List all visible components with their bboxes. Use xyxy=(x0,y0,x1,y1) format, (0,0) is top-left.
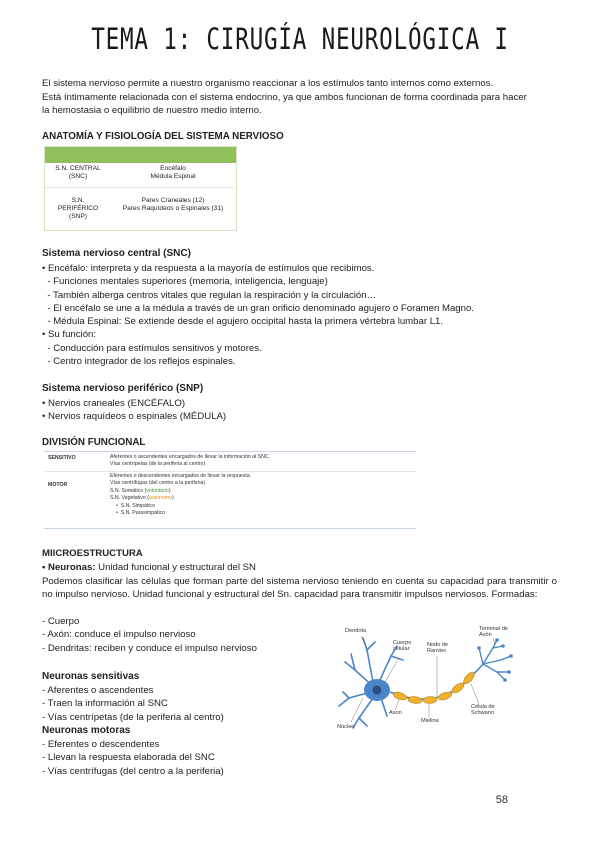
label-mielina: Mielina xyxy=(421,718,439,724)
list-item: • Nervios craneales (ENCÉFALO) xyxy=(42,398,186,409)
label-nucleo: Núcleo xyxy=(337,724,355,730)
list-item: - Médula Espinal: Se extiende desde el agujero occipital hasta la primera vértebra lumbar L1. xyxy=(42,316,444,328)
neuron-parts-list xyxy=(42,615,257,655)
snp-list xyxy=(42,397,226,424)
table-label-snc xyxy=(45,165,111,181)
table-content-snc xyxy=(111,165,235,181)
snc-list xyxy=(42,262,474,368)
division-divider xyxy=(44,471,416,472)
division-bullet: • S.N. Parasimpático xyxy=(116,510,166,517)
micro-heading: MIICROESTRUCTURA xyxy=(42,548,143,559)
list-item: • Su función: xyxy=(42,329,97,341)
label-line: celular xyxy=(393,646,410,653)
table-content-line: Pares Craneales (12) xyxy=(141,197,205,204)
intro-line: la hemostasia o equilibrio de nuestro medio interno. xyxy=(42,105,262,117)
sensory-heading: Neuronas sensitivas xyxy=(42,671,140,682)
table-content-line: Encéfalo xyxy=(160,165,186,172)
somatic-suffix: ) xyxy=(168,487,171,494)
list-item: - Vías centrípetas (de la periferia al centro) xyxy=(42,711,224,723)
intro-paragraph xyxy=(42,77,562,118)
division-line xyxy=(110,488,251,495)
list-item: - Aferentes o ascendentes xyxy=(42,685,154,696)
somatic-word: voluntario xyxy=(146,487,169,494)
list-item: • Nervios raquídeos o espinales (MÉDULA) xyxy=(42,411,227,423)
table-divider xyxy=(45,187,234,188)
table-content-snp xyxy=(111,197,235,213)
division-heading: DIVISIÓN FUNCIONAL xyxy=(42,437,146,448)
motor-list xyxy=(42,738,224,778)
table-content-line: Pares Raquídeos o Espinales (31) xyxy=(122,205,224,212)
intro-line: Está íntimamente relacionada con el sistema endocrino, ya que ambos funcionan de forma coordinada para hacer xyxy=(42,91,527,103)
division-table xyxy=(44,451,416,529)
myelin-icon xyxy=(392,671,476,705)
division-label-motor: MOTOR xyxy=(48,482,68,488)
table-label-line: S.N. CENTRAL xyxy=(55,165,101,172)
sensory-list xyxy=(42,684,224,724)
list-item: - El encéfalo se une a la médula a través de un gran orificio denominado agujero o Foramen Magno. xyxy=(42,302,474,314)
label-cuerpo-celular xyxy=(393,640,411,653)
vegetative-suffix: ) xyxy=(172,495,174,502)
division-motor-text xyxy=(110,473,251,517)
neuron-bold: • Neuronas: xyxy=(42,562,96,573)
list-item: - Funciones mentales superiores (memoria, inteligencia, lenguaje) xyxy=(42,276,328,288)
division-sensitive-text xyxy=(110,454,270,469)
nucleus-icon xyxy=(373,686,382,695)
division-line: Vías centrípetas (de la periferia al centro) xyxy=(110,461,206,468)
label-line: Terminal de xyxy=(479,626,508,632)
label-nodo-ranvier xyxy=(427,642,448,655)
list-item: • Encéfalo: interpreta y da respuesta a la mayoría de estímulos que recibimos. xyxy=(42,263,375,274)
table-label-line: S.N. xyxy=(71,197,85,204)
motor-heading: Neuronas motoras xyxy=(42,725,131,736)
list-item: - Vías centrífugas (del centro a la periferia) xyxy=(42,765,224,777)
table-label-line: (SNC) xyxy=(68,173,88,180)
intro-line: El sistema nervioso permite a nuestro organismo reaccionar a los estímulos tanto internos como externos. xyxy=(42,78,494,89)
snp-heading: Sistema nervioso periférico (SNP) xyxy=(42,383,204,394)
table-content-line: Médula Espinal xyxy=(150,173,196,180)
axon-terminal-icon xyxy=(479,640,511,680)
list-item: - Cuerpo xyxy=(42,616,80,627)
micro-paragraph: Podemos clasificar las células que forman parte del sistema nervioso teniendo en cuenta su capacidad para transmitir o no impulso nervioso. Unidad funcional y estructural del Sn. capacidad para transmitir impulsos nerviosos. Formadas: xyxy=(42,576,557,601)
list-item: - Centro integrador de los reflejos espinales. xyxy=(42,356,236,368)
label-dendrita: Dendrita xyxy=(345,628,367,634)
division-label-sensitive: SENSITIVO xyxy=(48,455,76,461)
division-line: Eferentes o descendentes encargados de llevar la respuesta. xyxy=(110,473,252,479)
label-celula-schwann xyxy=(471,704,495,717)
list-item: - Eferentes o descendentes xyxy=(42,739,160,750)
list-item: - Traen la información al SNC xyxy=(42,698,168,710)
label-terminal-axon xyxy=(479,626,508,639)
table-label-line: PERIFÉRICO xyxy=(57,205,99,212)
division-bullet: • S.N. Simpático xyxy=(116,502,156,509)
anatomy-heading: ANATOMÍA Y FISIOLOGÍA DEL SISTEMA NERVIOSO xyxy=(42,131,284,142)
label-line: Célula de xyxy=(471,704,495,710)
label-line: Axón xyxy=(479,632,492,639)
table-header-bar xyxy=(45,147,236,163)
division-bullet-text: S.N. Simpático xyxy=(120,502,156,509)
list-item: - También alberga centros vitales que regulan la respiración y la circulación… xyxy=(42,289,377,301)
division-line xyxy=(110,495,251,502)
list-item: - Dendritas: reciben y conduce el impulso nervioso xyxy=(42,642,257,654)
nervous-system-table xyxy=(44,146,237,231)
division-line: Aferentes o ascendentes encargados de llevar la información al SNC. xyxy=(110,454,271,460)
page-title: TEMA 1: CIRUGÍA NEUROLÓGICA I xyxy=(91,22,509,56)
list-item: - Axón: conduce el impulso nervioso xyxy=(42,629,196,641)
snc-heading: Sistema nervioso central (SNC) xyxy=(42,248,191,259)
label-line: Ranvier xyxy=(427,648,447,655)
neuron-definition xyxy=(42,561,256,574)
neuron-diagram xyxy=(333,626,525,736)
label-line: Nodo de xyxy=(427,642,449,648)
table-label-snp xyxy=(45,197,111,221)
label-line: Schwann xyxy=(471,710,495,717)
table-label-line: (SNP) xyxy=(69,213,87,220)
division-line: Vías centrífugas (del centro a la periferia) xyxy=(110,480,206,487)
somatic-prefix: S.N. Somático ( xyxy=(110,487,147,494)
label-axon: Axon xyxy=(389,710,402,716)
vegetative-prefix: S.N. Vegetativo ( xyxy=(110,495,149,502)
list-item: - Conducción para estímulos sensitivos y motores. xyxy=(42,342,262,354)
page-number: 58 xyxy=(495,794,508,806)
label-line: Cuerpo xyxy=(393,640,412,646)
division-bullet-text: S.N. Parasimpático xyxy=(120,510,166,517)
neuron-rest: Unidad funcional y estructural del SN xyxy=(95,562,256,573)
list-item: - Llevan la respuesta elaborada del SNC xyxy=(42,752,215,764)
vegetative-word: autónomo xyxy=(148,495,173,502)
